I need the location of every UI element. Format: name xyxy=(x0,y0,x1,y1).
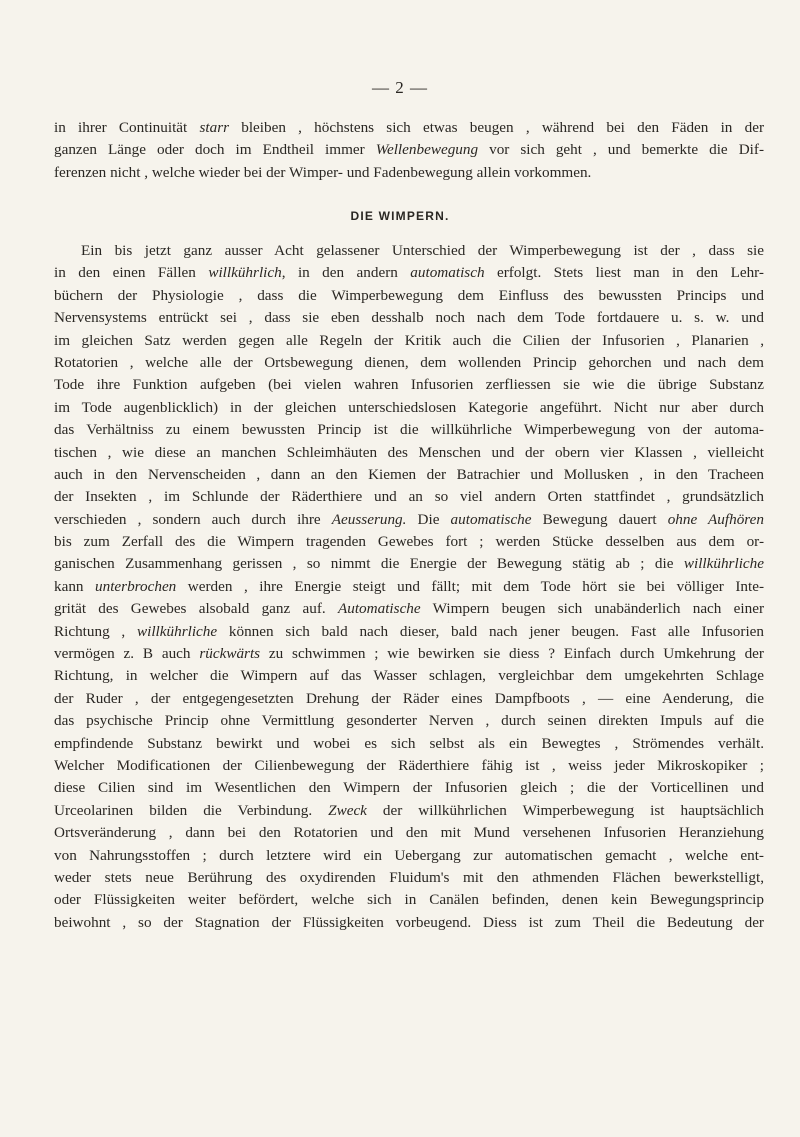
text-fragment: im gleichen Satz werden gegen alle Regeln der Kritik auch die Cilien der Infusorien , Planarien , xyxy=(54,331,764,349)
text-fragment: verschieden , sondern auch durch ihre xyxy=(54,510,332,528)
text-line xyxy=(54,117,764,139)
text-fragment: in ihrer Continuität xyxy=(54,119,200,136)
italic-text: starr xyxy=(199,119,230,136)
text-fragment: büchern der Physiologie , dass die Wimperbewegung dem Einfluss des bewussten Princips und xyxy=(54,286,764,304)
text-fragment: ganischen Zusammenhang gerissen , so nimmt die Energie der Bewegung stätig ab ; die xyxy=(54,555,684,573)
text-fragment: ganzen Länge oder doch im Endtheil immer xyxy=(54,141,376,159)
text-fragment: bis zum Zerfall des die Wimpern tragenden Gewebes fort ; werden Stücke desselben aus dem or- xyxy=(54,533,764,551)
text-line xyxy=(54,710,764,732)
paragraph-wimpern xyxy=(54,240,764,934)
italic-text: Aeusserung. xyxy=(331,510,407,528)
italic-text: automatische xyxy=(450,510,532,528)
text-fragment: vor sich geht , und bemerkte die Dif- xyxy=(478,141,764,159)
italic-text: Wellenbewegung xyxy=(375,141,479,159)
section-heading: DIE WIMPERN. xyxy=(350,209,450,223)
text-line xyxy=(54,576,764,598)
text-line xyxy=(54,777,764,799)
text-fragment: beiwohnt , so der Stagnation der Flüssigkeiten vorbeugend. Diess ist zum Theil die Bedeutung der xyxy=(54,913,764,931)
text-fragment: Richtung , xyxy=(54,622,137,640)
text-fragment: ferenzen nicht , welche wieder bei der Wimper- und Fadenbewegung allein vorkommen. xyxy=(54,163,592,181)
text-fragment: Die xyxy=(406,510,451,528)
text-line xyxy=(54,139,764,161)
text-line xyxy=(54,643,764,665)
text-fragment: erfolgt. Stets liest man in den Lehr- xyxy=(484,264,764,282)
text-fragment: Ortsveränderung , dann bei den Rotatorien und den mit Mund versehenen Infusorien Heranziehung xyxy=(54,824,764,842)
text-fragment: bleiben , höchstens sich etwas beugen , während bei den Fäden in der xyxy=(229,119,765,136)
text-line xyxy=(54,285,764,307)
text-fragment: Welcher Modificationen der Cilienbewegung der Räderthiere fähig ist , weiss jeder Mikroskopiker ; xyxy=(54,756,764,774)
text-line xyxy=(54,330,764,352)
text-fragment: grität des Gewebes alsobald ganz auf. xyxy=(54,600,338,618)
text-line xyxy=(54,598,764,620)
text-fragment: der Insekten , im Schlunde der Räderthiere und an so viel andern Orten stattfindet , grundsätzlich xyxy=(54,488,764,506)
text-line xyxy=(54,262,764,284)
text-line xyxy=(54,822,764,844)
text-fragment: Urceolarinen bilden die Verbindung. xyxy=(54,801,329,819)
text-fragment: , in den andern xyxy=(281,264,411,282)
text-fragment: der Ruder , der entgegengesetzten Drehung der Räder eines Dampfboots , — eine Aenderung, die xyxy=(54,689,764,707)
text-fragment: können sich bald nach dieser, bald nach jener beugen. Fast alle Infusorien xyxy=(217,622,764,640)
text-line xyxy=(54,240,764,262)
text-fragment: das Verhältniss zu einem bewussten Princip ist die willkührliche Wimperbewegung von der automa- xyxy=(54,421,764,439)
italic-text: willkührliche xyxy=(136,622,218,640)
text-line xyxy=(54,352,764,374)
text-line xyxy=(54,688,764,710)
text-line xyxy=(54,442,764,464)
text-line xyxy=(54,553,764,575)
text-line xyxy=(54,374,764,396)
text-line xyxy=(54,800,764,822)
text-fragment: der willkührlichen Wimperbewegung ist hauptsächlich xyxy=(366,801,764,819)
text-fragment: in den einen Fällen xyxy=(54,264,209,282)
italic-text: unterbrochen xyxy=(95,577,177,595)
text-line xyxy=(54,162,764,184)
text-line xyxy=(54,486,764,508)
text-fragment: Rotatorien , welche alle der Ortsbewegung dienen, dem wollenden Princip gehorchen und nach dem xyxy=(54,353,764,371)
text-fragment: Richtung, in welcher die Wimpern auf das Wasser schlagen, vergleichbar dem umgekehrten Schlage xyxy=(54,667,764,685)
text-fragment: tischen , wie diese an manchen Schleimhäuten des Menschen und der obern vier Klassen , vielleicht xyxy=(54,443,764,461)
text-fragment: oder Flüssigkeiten weiter befördert, welche sich in Canälen befinden, denen kein Bewegungsprincip xyxy=(54,891,764,909)
italic-text: willkührlich xyxy=(208,264,282,282)
text-fragment: von Nahrungsstoffen ; durch letztere wird ein Uebergang zur automatischen gemacht , welche ent- xyxy=(54,846,764,864)
text-fragment: vermögen z. B auch xyxy=(54,645,200,663)
text-fragment: im Tode augenblicklich) in der gleichen unterschiedslosen Kategorie angeführt. Nicht nur aber durch xyxy=(54,398,764,416)
text-fragment: auch in den Nervenscheiden , dann an den Kiemen der Batrachier und Mollusken , in den Tracheen xyxy=(54,465,764,483)
text-fragment: kann xyxy=(54,577,96,595)
page-number: — 2 — xyxy=(372,78,428,97)
italic-text: Automatische xyxy=(337,600,421,618)
italic-text: automatisch xyxy=(410,264,485,282)
text-fragment: Tode ihre Funktion aufgeben (bei vielen wahren Infusorien zerfliessen sie wie die übrige Substanz xyxy=(54,376,764,394)
text-line xyxy=(54,397,764,419)
text-fragment: Ein bis jetzt ganz ausser Acht gelassener Unterschied der Wimperbewegung ist der , dass sie xyxy=(81,242,764,259)
text-line xyxy=(54,621,764,643)
text-fragment: empfindende Substanz bewirkt und wobei es sich selbst als ein Bewegtes , Strömendes verhält. xyxy=(54,734,764,752)
text-fragment: das psychische Princip ohne Vermittlung gesonderter Nerven , durch seinen direkten Impuls auf die xyxy=(54,712,764,730)
text-line xyxy=(54,912,764,934)
text-line xyxy=(54,845,764,867)
text-fragment: diese Cilien sind im Wesentlichen den Wimpern der Infusorien gleich ; die der Vorticellinen und xyxy=(54,779,764,797)
text-fragment: Bewegung dauert xyxy=(531,510,668,528)
text-line xyxy=(54,464,764,486)
text-line xyxy=(54,889,764,911)
text-line xyxy=(54,733,764,755)
text-line xyxy=(54,509,764,531)
paragraph-intro xyxy=(54,117,764,184)
text-fragment: Wimpern beugen sich unabänderlich nach einer xyxy=(420,600,765,618)
text-fragment: Nervensystems entrückt sei , dass sie eben desshalb noch nach dem Tode fortdauere u. s. w. und xyxy=(54,309,764,327)
italic-text: rückwärts xyxy=(199,645,261,663)
text-line xyxy=(54,755,764,777)
text-line xyxy=(54,419,764,441)
italic-text: Zweck xyxy=(328,801,367,819)
text-line xyxy=(54,307,764,329)
text-line xyxy=(54,665,764,687)
text-line xyxy=(54,867,764,889)
text-fragment: weder stets neue Berührung des oxydirenden Fluidum's mit den athmenden Flächen bewerkstelligt, xyxy=(54,868,764,886)
italic-text: willkührliche xyxy=(683,555,764,573)
text-fragment: zu schwimmen ; wie bewirken sie diess ? Einfach durch Umkehrung der xyxy=(260,645,764,663)
italic-text: ohne Aufhören xyxy=(667,510,764,528)
text-line xyxy=(54,531,764,553)
text-fragment: werden , ihre Energie steigt und fällt; mit dem Tode hört sie bei völliger Inte- xyxy=(176,577,764,595)
